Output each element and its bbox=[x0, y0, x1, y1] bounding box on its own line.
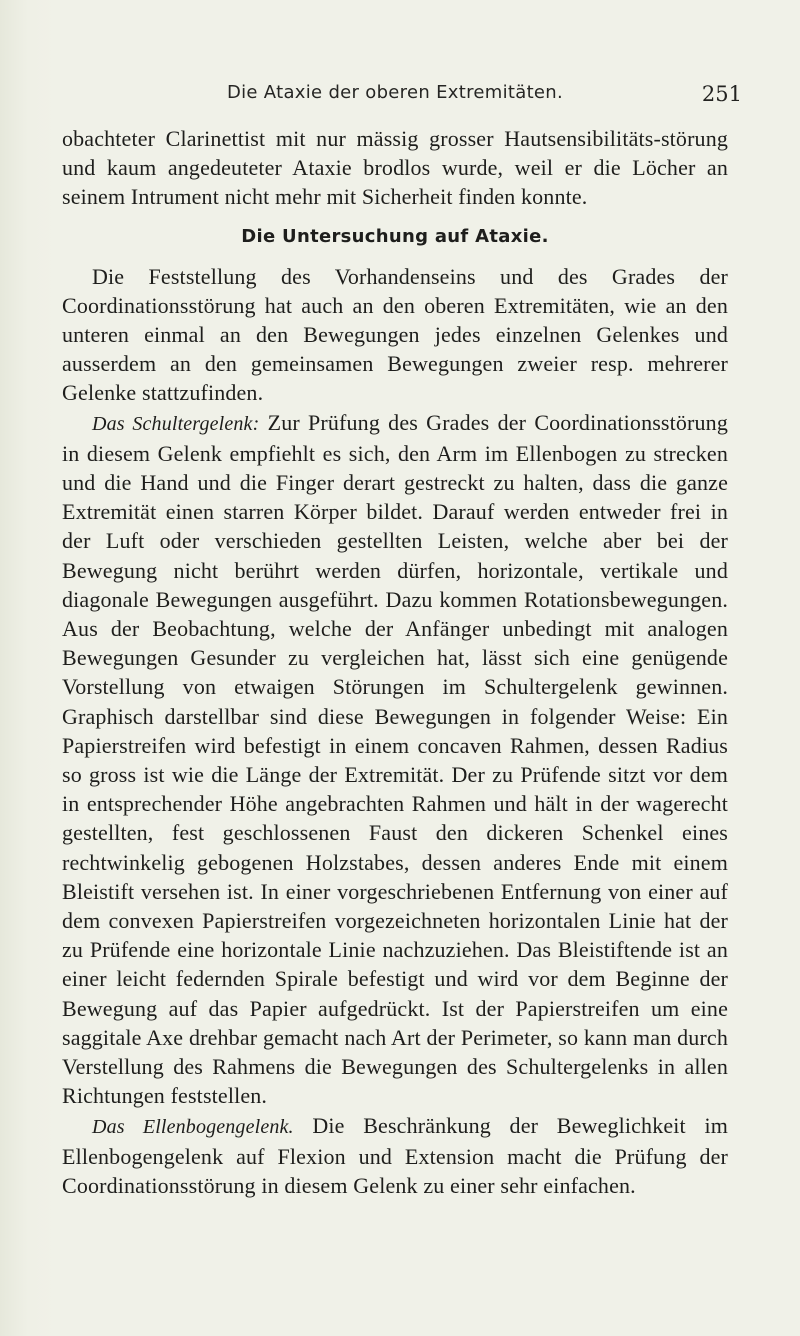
shoulder-text: Zur Prüfung des Grades der Coordinationsstörung in diesem Gelenk empfiehlt es sich, den Arm im Ellenbogen zu strecken und die Hand und die Finger derart gestreckt zu halten, dass die ganze Extremität einen starren Körper bildet. Darauf werden entweder frei in der Luft oder verschieden gestellten Leisten, welche aber bei der Bewegung nicht berührt werden dürfen, horizontale, vertikale und diagonale Bewegungen ausgeführt. Dazu kommen Rotationsbewegungen. Aus der Beobachtung, welche der Anfänger unbedingt mit analogen Bewegungen Gesunder zu vergleichen hat, lässt sich eine genügende Vorstellung von etwaigen Störungen im Schultergelenk gewinnen. Graphisch darstellbar sind diese Bewegungen in folgender Weise: Ein Papierstreifen wird befestigt in einem concaven Rahmen, dessen Radius so gross ist wie die Länge der Extremität. Der zu Prüfende sitzt vor dem in entsprechender Höhe angebrachten Rahmen und hält in der wagerecht gestellten, fest geschlossenen Faust den dickeren Schenkel eines rechtwinkelig gebogenen Holzstabes, dessen anderes Ende mit einem Bleistift versehen ist. In einer vorgeschriebenen Entfernung von einer auf dem convexen Papierstreifen vorgezeichneten horizontalen Linie hat der zu Prüfende eine horizontale Linie nachzuziehen. Das Bleistiftende ist an einer leicht federnden Spirale befestigt und wird vor dem Beginne der Bewegung auf das Papier aufgedrückt. Ist der Papierstreifen um eine saggitale Axe drehbar gemacht nach Art der Perimeter, so kann man durch Verstellung des Rahmens die Bewegungen des Schultergelenks in allen Richtungen feststellen. bbox=[62, 409, 728, 1109]
page-number: 251 bbox=[701, 82, 742, 106]
paragraph-shoulder bbox=[62, 408, 728, 1111]
paragraph-elbow bbox=[62, 1111, 728, 1201]
running-head: Die Ataxie der oberen Extremitäten. bbox=[226, 82, 564, 103]
page-header bbox=[62, 82, 742, 110]
elbow-text: Die Beschränkung der Beweglichkeit im Ellenbogengelenk auf Flexion und Extension macht die Prüfung der Coordinationsstörung in diesem Gelenk zu einer sehr einfachen. bbox=[62, 1112, 728, 1198]
section-heading: Die Untersuchung auf Ataxie. bbox=[241, 225, 549, 247]
paragraph-intro: Die Feststellung des Vorhandenseins und des Grades der Coordinationsstörung hat auch an den oberen Extremitäten, wie an den unteren einmal an den Bewegungen jedes einzelnen Gelenkes und ausserdem an den gemeinsamen Bewegungen zweier resp. mehrerer Gelenke stattzufinden. bbox=[62, 263, 728, 406]
body-text bbox=[62, 124, 728, 1200]
paragraph-continuation: obachteter Clarinettist mit nur mässig grosser Hautsensibilitäts-störung und kaum angedeuteter Ataxie brodlos wurde, weil er die Löcher an seinem Intrument nicht mehr mit Sicherheit finden konnte. bbox=[62, 126, 728, 210]
elbow-subheading: Das Ellenbogengelenk. bbox=[92, 1115, 294, 1138]
shoulder-subheading: Das Schultergelenk: bbox=[92, 412, 260, 435]
